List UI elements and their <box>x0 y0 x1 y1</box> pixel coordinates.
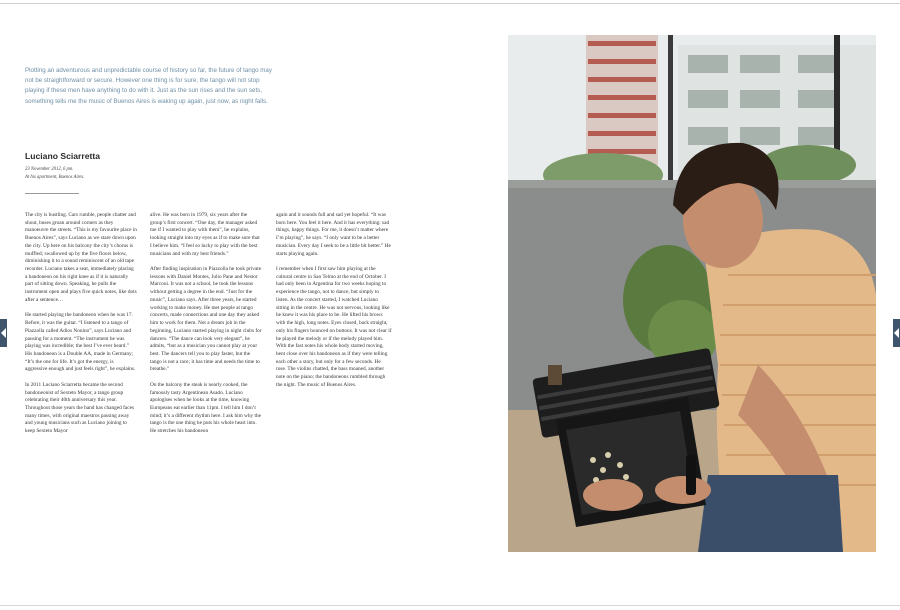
byline-name: Luciano Sciarretta <box>25 151 100 161</box>
paragraph: After finding inspiration in Piazzolla he took private lessons with Daniel Montes, Julio Pane and Nestor Marconi. It was not a school, he took the lessons without getting a degree in the end. “Just for the music”, Luciano says. After three years, he started working to make money. He met people at tango concerts, made connections and one day they asked him to work for them. Not a dream job in the beginning, Luciano started playing in night clubs for dancers. “The dance can look very elegant”, he admits, “but as a musician you cannot play at your best. The dancers tell you to play faster, but the tango is not a race; it has time and needs the time to breathe.” <box>150 266 262 373</box>
top-divider <box>0 3 900 4</box>
next-page-button[interactable] <box>893 319 900 347</box>
paragraph: The city is bustling. Cars rumble, people chatter and shout, buses groan around corners as they manoeuvre the streets. “This is my favourite place in Buenos Aires”, says Luciano as we stare down upon the city. Up here on his balcony the city’s chorus is muffled; swallowed up by the five floors below, diminishing it to a sound reminiscent of an old tape recorder. Luciano takes a seat, immediately placing a bandoneon on his right knee as if it is naturally part of sitting down. Speaking, he pulls the instrument open and plays five quick notes, like dots after a sentence… <box>25 212 137 303</box>
bottom-divider <box>0 605 900 606</box>
paragraph: On the balcony the steak is nearly cooked, the famously tasty Argentinean Asado. Luciano apologises when he looks at the time, knowing Europeans eat earlier than 11pm. I tell him I don’t mind; it’s a different rhythm here. I ask him why the tango is the one thing he puts his whole heart into. He stretches his bandoneon <box>150 381 261 435</box>
paragraph: again and it sounds full and sad yet hopeful. “It was born here. You feel it here. And it has everything: sad things, happy things. For me, it doesn’t matter where I’m playing”, he says. “I only want to be a better musician. Every day I seek to be a little bit better.” He starts playing again. <box>276 212 391 257</box>
article-column-3 <box>276 212 392 397</box>
article-column-2 <box>150 212 262 444</box>
paragraph: I remember when I first saw him playing at the cultural centre in San Telmo at the end of October. I had only been in Argentina for two weeks hoping to experience the tango, not to dance, but simply to listen. As the concert started, I watched Luciano sitting in the centre. He was not nervous, looking like he knew it was his place to be. He lifted his brows with the high, long notes. Eyes closed, back straight, only his fingers bounced on buttons. It was not clear if he played the melody or if the melody played him. With the fast notes his whole body started moving, bent close over his bandoneon as if they were telling each other a story, but only for a few seconds. He rose. The violins chatted, the bass moaned, another note on the piano; the bandoneons rumbled through the night. The music of Buenos Aires. <box>276 266 392 388</box>
byline-divider <box>25 193 79 194</box>
article-column-1 <box>25 212 137 444</box>
byline-meta <box>25 166 165 181</box>
bandoneon-player-image <box>508 35 876 552</box>
previous-page-button[interactable] <box>0 319 7 347</box>
byline-place: At his apartment, Buenos Aires. <box>25 174 85 180</box>
byline-date: 23 November 2012, 6 pm. <box>25 167 74 172</box>
article-lede: Plotting an adventurous and unpredictable course of history so far, the future of tango may not be straightforward or secure. However one thing is for sure, the tango will not stop playing if these men have anything to do with it. Just as the sun rises and the sun sets, something tells me the music of Buenos Aires is waking up again, just now, as night falls. <box>25 67 272 105</box>
paragraph: In 2011 Luciano Sciarretta became the second bandoneonist of Sexteto Mayor, a tango group celebrating their 40th anniversary this year. Throughout those years the band has changed faces many times, with original maestros passing away and young musicians such as Luciano joining to keep Sexteto Mayor <box>25 381 134 435</box>
musician-photo <box>508 35 876 552</box>
paragraph: He started playing the bandoneon when he was 17. Before, it was the guitar. “I listened to a tango of Piazzolla called Adios Nonino”, says Luciano and pausing for a moment. “The instrument he was playing was incredible; the best I’ve ever heard.” His bandoneon is a Double AA, made in Germany; “It’s the one for life. It’s got the energy, is aggressive enough and just feels right”, he explains. <box>25 312 136 373</box>
paragraph: alive. He was born in 1979, six years after the group’s first concert. “One day, the manager asked me if I wanted to play with them”, he explains, looking straight into my eyes as if to make sure that I believe him. “I feel so lucky to play with the best musicians and with my best friends.” <box>150 212 260 257</box>
